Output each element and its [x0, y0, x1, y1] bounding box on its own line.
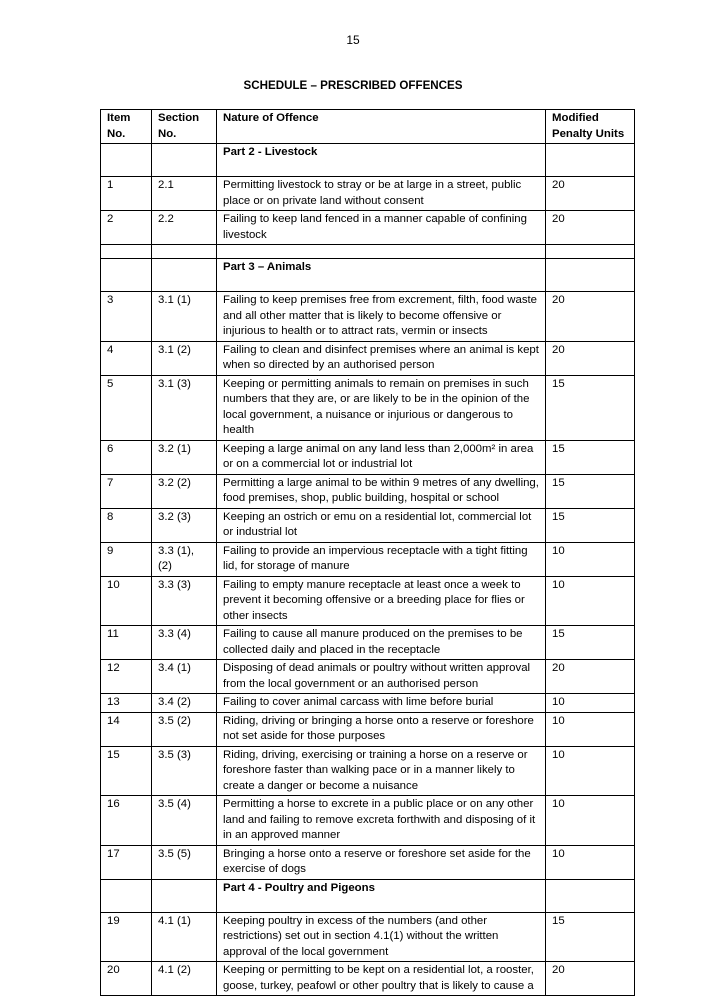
item-number: 5 — [101, 375, 152, 440]
offence-description: Riding, driving, exercising or training a horse on a reserve or foreshore faster than walking pace or in a manner likely to create a danger or become a nuisance — [217, 746, 546, 796]
table-row — [101, 660, 635, 694]
offence-description: Riding, driving or bringing a horse onto a reserve or foreshore not set aside for those purposes — [217, 712, 546, 746]
table-row — [101, 962, 635, 996]
offence-description: Failing to clean and disinfect premises where an animal is kept when so directed by an authorised person — [217, 341, 546, 375]
section-number: 3.5 (3) — [152, 746, 217, 796]
table-row — [101, 746, 635, 796]
section-cell — [152, 879, 217, 912]
header-nature-of-offence: Nature of Offence — [217, 110, 546, 144]
item-number: 14 — [101, 712, 152, 746]
table-row — [101, 375, 635, 440]
section-heading-row — [101, 879, 635, 912]
section-heading: Part 2 - Livestock — [217, 144, 546, 177]
table-row — [101, 508, 635, 542]
offence-description: Failing to cause all manure produced on the premises to be collected daily and placed in the receptacle — [217, 626, 546, 660]
nature-cell — [217, 245, 546, 259]
penalty-units: 15 — [546, 912, 635, 962]
item-number: 12 — [101, 660, 152, 694]
penalty-units: 20 — [546, 341, 635, 375]
offence-description: Permitting livestock to stray or be at large in a street, public place or on private land without consent — [217, 177, 546, 211]
table-row — [101, 211, 635, 245]
item-number: 6 — [101, 440, 152, 474]
item-number: 11 — [101, 626, 152, 660]
item-number: 2 — [101, 211, 152, 245]
table-row — [101, 292, 635, 342]
item-number: 13 — [101, 694, 152, 713]
penalty-units: 10 — [546, 576, 635, 626]
section-number: 3.5 (2) — [152, 712, 217, 746]
penalty-units: 10 — [546, 694, 635, 713]
section-number: 4.1 (2) — [152, 962, 217, 996]
offences-table — [100, 109, 635, 996]
schedule-title: SCHEDULE – PRESCRIBED OFFENCES — [243, 79, 463, 92]
item-cell — [101, 879, 152, 912]
item-number: 17 — [101, 845, 152, 879]
offence-description: Bringing a horse onto a reserve or foreshore set aside for the exercise of dogs — [217, 845, 546, 879]
offence-description: Failing to cover animal carcass with lime before burial — [217, 694, 546, 713]
penalty-units: 10 — [546, 542, 635, 576]
table-row — [101, 796, 635, 846]
offence-description: Failing to keep land fenced in a manner capable of confining livestock — [217, 211, 546, 245]
penalty-units: 10 — [546, 746, 635, 796]
penalty-cell — [546, 259, 635, 292]
section-heading-row — [101, 144, 635, 177]
penalty-units: 20 — [546, 660, 635, 694]
section-heading: Part 4 - Poultry and Pigeons — [217, 879, 546, 912]
item-number: 10 — [101, 576, 152, 626]
item-number: 15 — [101, 746, 152, 796]
penalty-cell — [546, 245, 635, 259]
offence-description: Keeping or permitting animals to remain on premises in such numbers that they are, or are likely to be in the opinion of the local government, a nuisance or injurious or dangerous to health — [217, 375, 546, 440]
section-number: 4.1 (1) — [152, 912, 217, 962]
offence-description: Disposing of dead animals or poultry without written approval from the local government or an authorised person — [217, 660, 546, 694]
section-number: 3.1 (3) — [152, 375, 217, 440]
header-penalty-units: Modified Penalty Units — [546, 110, 635, 144]
penalty-units: 15 — [546, 474, 635, 508]
table-row — [101, 177, 635, 211]
item-cell — [101, 245, 152, 259]
item-number: 9 — [101, 542, 152, 576]
page-number: 15 — [346, 33, 360, 47]
item-number: 8 — [101, 508, 152, 542]
table-row — [101, 712, 635, 746]
penalty-units: 15 — [546, 440, 635, 474]
section-heading: Part 3 – Animals — [217, 259, 546, 292]
penalty-units: 10 — [546, 845, 635, 879]
table-row — [101, 845, 635, 879]
offence-description: Keeping an ostrich or emu on a residential lot, commercial lot or industrial lot — [217, 508, 546, 542]
table-row — [101, 341, 635, 375]
penalty-units: 20 — [546, 292, 635, 342]
blank-row — [101, 245, 635, 259]
penalty-cell — [546, 879, 635, 912]
header-item-no: Item No. — [101, 110, 152, 144]
section-number: 2.1 — [152, 177, 217, 211]
offence-description: Permitting a large animal to be within 9 metres of any dwelling, food premises, shop, public building, hospital or school — [217, 474, 546, 508]
section-number: 3.1 (1) — [152, 292, 217, 342]
penalty-units: 15 — [546, 626, 635, 660]
table-header-row — [101, 110, 635, 144]
penalty-units: 10 — [546, 796, 635, 846]
section-number: 3.4 (1) — [152, 660, 217, 694]
table-row — [101, 694, 635, 713]
offence-description: Failing to provide an impervious receptacle with a tight fitting lid, for storage of manure — [217, 542, 546, 576]
item-number: 16 — [101, 796, 152, 846]
offence-description: Keeping or permitting to be kept on a residential lot, a rooster, goose, turkey, peafowl or other poultry that is likely to cause a — [217, 962, 546, 996]
offence-description: Failing to empty manure receptacle at least once a week to prevent it becoming offensive or a breeding place for flies or other insects — [217, 576, 546, 626]
offence-description: Failing to keep premises free from excrement, filth, food waste and all other matter that is likely to become offensive or injurious to health or to attract rats, vermin or insects — [217, 292, 546, 342]
penalty-units: 15 — [546, 508, 635, 542]
table-row — [101, 542, 635, 576]
table-row — [101, 440, 635, 474]
table-row — [101, 576, 635, 626]
item-number: 19 — [101, 912, 152, 962]
offence-description: Keeping a large animal on any land less than 2,000m² in area or on a commercial lot or industrial lot — [217, 440, 546, 474]
section-number: 3.4 (2) — [152, 694, 217, 713]
item-number: 3 — [101, 292, 152, 342]
item-number: 20 — [101, 962, 152, 996]
section-number: 3.5 (4) — [152, 796, 217, 846]
section-number: 3.2 (3) — [152, 508, 217, 542]
offence-description: Permitting a horse to excrete in a public place or on any other land and failing to remove excreta forthwith and disposing of it in an approved manner — [217, 796, 546, 846]
item-number: 7 — [101, 474, 152, 508]
penalty-units: 20 — [546, 177, 635, 211]
offences-table-body — [101, 144, 635, 996]
section-cell — [152, 259, 217, 292]
table-row — [101, 912, 635, 962]
section-heading-row — [101, 259, 635, 292]
section-number: 3.5 (5) — [152, 845, 217, 879]
table-row — [101, 626, 635, 660]
table-row — [101, 474, 635, 508]
item-cell — [101, 144, 152, 177]
header-section-no: Section No. — [152, 110, 217, 144]
item-number: 1 — [101, 177, 152, 211]
penalty-cell — [546, 144, 635, 177]
item-number: 4 — [101, 341, 152, 375]
section-cell — [152, 144, 217, 177]
offence-description: Keeping poultry in excess of the numbers (and other restrictions) set out in section 4.1(1) without the written approval of the local government — [217, 912, 546, 962]
section-number: 3.2 (1) — [152, 440, 217, 474]
penalty-units: 20 — [546, 962, 635, 996]
penalty-units: 20 — [546, 211, 635, 245]
penalty-units: 10 — [546, 712, 635, 746]
section-cell — [152, 245, 217, 259]
section-number: 3.2 (2) — [152, 474, 217, 508]
section-number: 2.2 — [152, 211, 217, 245]
item-cell — [101, 259, 152, 292]
section-number: 3.3 (1), (2) — [152, 542, 217, 576]
section-number: 3.3 (4) — [152, 626, 217, 660]
section-number: 3.3 (3) — [152, 576, 217, 626]
section-number: 3.1 (2) — [152, 341, 217, 375]
penalty-units: 15 — [546, 375, 635, 440]
